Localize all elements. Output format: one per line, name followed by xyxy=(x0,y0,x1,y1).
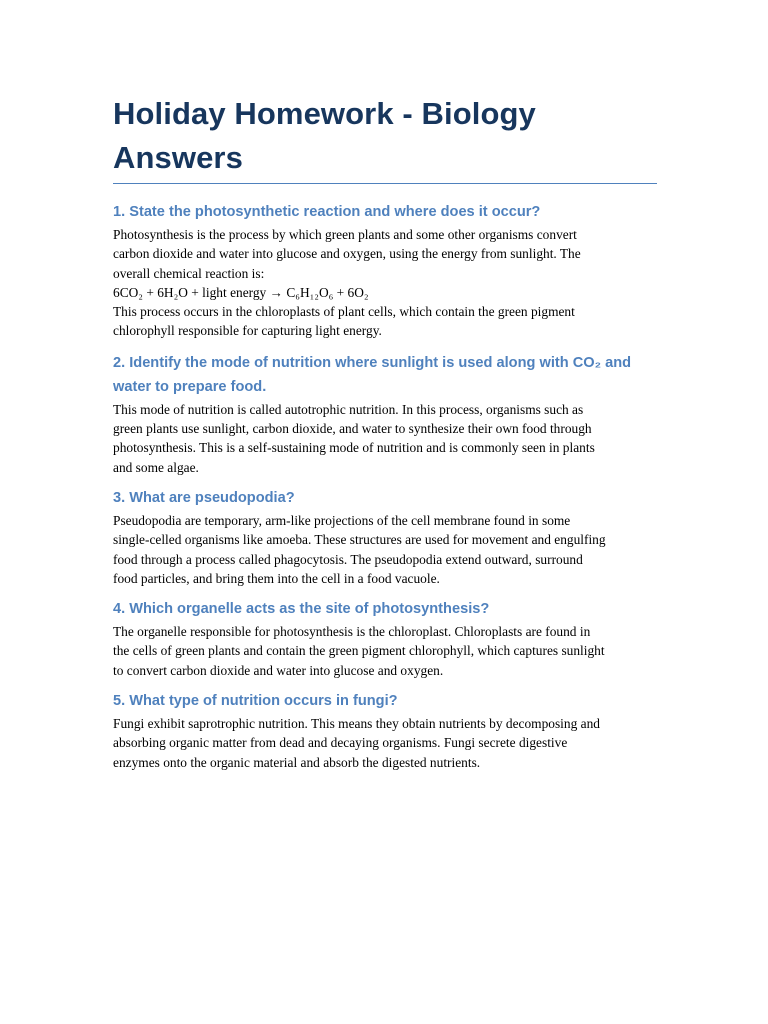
heading-line: water to prepare food. xyxy=(113,378,267,395)
heading-line: 2. Identify the mode of nutrition where sunlight is used along with CO₂ and xyxy=(113,354,632,371)
answer-line: Pseudopodia are temporary, arm-like projections of the cell membrane found in some xyxy=(113,512,571,528)
answer-line: to convert carbon dioxide and water into glucose and oxygen. xyxy=(113,662,444,678)
answer-line: This mode of nutrition is called autotrophic nutrition. In this process, organisms such as xyxy=(113,401,584,417)
question-heading-1: 1. State the photosynthetic reaction and where does it occur? xyxy=(113,204,541,220)
answer-3 xyxy=(113,511,657,588)
question-heading-3: 3. What are pseudopodia? xyxy=(113,489,295,506)
answer-line: This process occurs in the chloroplasts of plant cells, which contain the green pigment xyxy=(113,304,575,320)
question-heading-2 xyxy=(113,351,657,399)
answer-line: absorbing organic matter from dead and decaying organisms. Fungi secrete digestive xyxy=(113,735,568,751)
answer-4 xyxy=(113,622,657,680)
answer-line: Fungi exhibit saprotrophic nutrition. This means they obtain nutrients by decomposing and xyxy=(113,716,600,732)
answer-2 xyxy=(113,400,657,477)
answer-line: the cells of green plants and contain the green pigment chlorophyll, which captures sunlight xyxy=(113,643,605,659)
question-section-3 xyxy=(113,487,657,588)
answer-line: green plants use sunlight, carbon dioxide, and water to synthesize their own food through xyxy=(113,421,592,437)
answer-line: carbon dioxide and water into glucose and oxygen, using the energy from sunlight. The xyxy=(113,246,581,262)
answer-line: The organelle responsible for photosynthesis is the chloroplast. Chloroplasts are found in xyxy=(113,624,591,640)
question-heading-5: 5. What type of nutrition occurs in fungi? xyxy=(113,693,398,710)
answer-5 xyxy=(113,714,657,772)
question-section-1 xyxy=(113,201,657,341)
question-section-4 xyxy=(113,598,657,680)
answer-line: single-celled organisms like amoeba. These structures are used for movement and engulfing xyxy=(113,532,606,548)
answer-line: photosynthesis. This is a self-sustaining mode of nutrition and is commonly seen in plants xyxy=(113,440,595,456)
answer-line: enzymes onto the organic material and absorb the digested nutrients. xyxy=(113,754,481,770)
question-heading-4: 4. Which organelle acts as the site of photosynthesis? xyxy=(113,601,490,618)
answer-line: overall chemical reaction is: xyxy=(113,265,265,281)
document-title: Holiday Homework - Biology Answers xyxy=(113,92,657,184)
answer-line: chlorophyll responsible for capturing light energy. xyxy=(113,323,382,339)
answer-line: and some algae. xyxy=(113,459,199,475)
question-section-2 xyxy=(113,351,657,477)
chemical-equation: 6CO₂ + 6H₂O + light energy → C₆H₁₂O₆ + 6O₂ xyxy=(113,284,369,300)
answer-line: food particles, and bring them into the cell in a food vacuole. xyxy=(113,570,440,586)
answer-line: Photosynthesis is the process by which green plants and some other organisms convert xyxy=(113,227,577,242)
question-section-5 xyxy=(113,690,657,772)
answer-line: food through a process called phagocytosis. The pseudopodia extend outward, surround xyxy=(113,551,583,567)
answer-1 xyxy=(113,225,657,341)
document-page xyxy=(113,92,657,772)
